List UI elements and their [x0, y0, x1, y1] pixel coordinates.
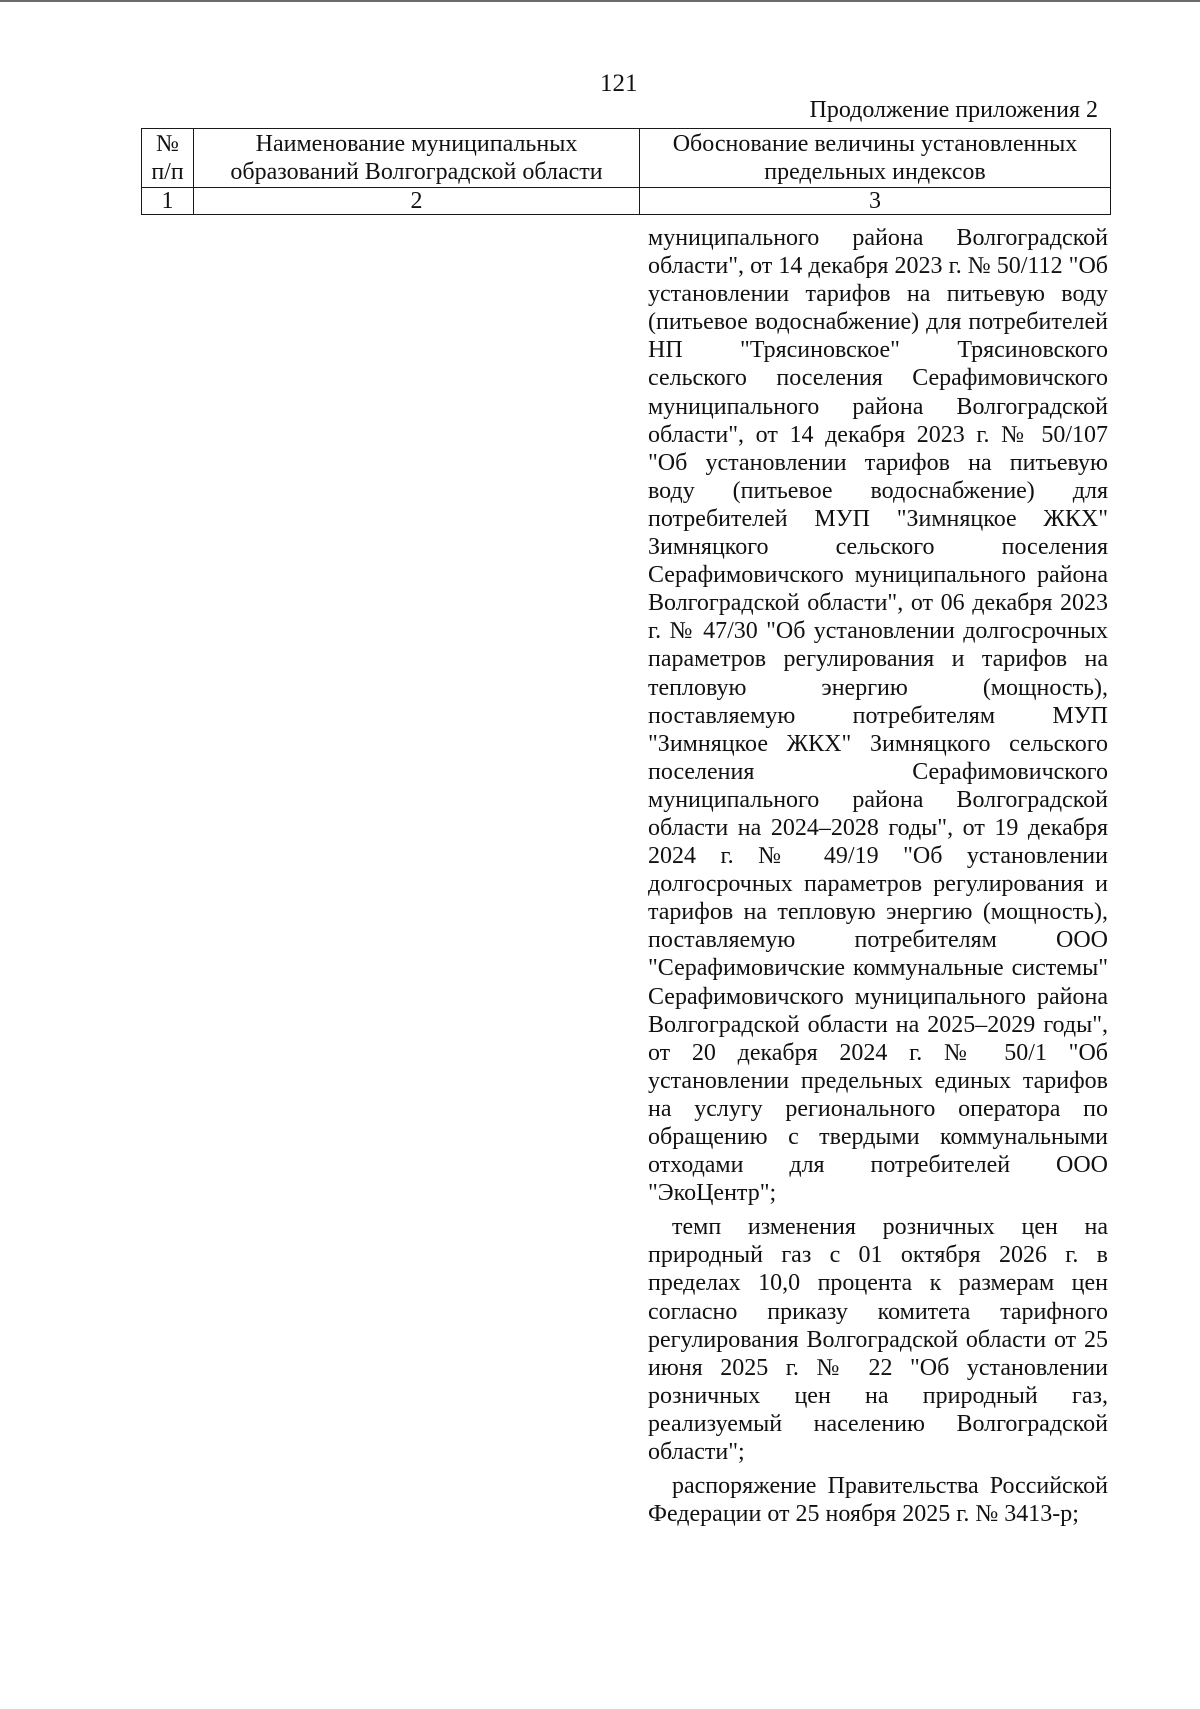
- justification-text-column: [648, 224, 1108, 1528]
- annex-continuation-note: Продолжение приложения 2: [809, 97, 1098, 123]
- column-number-2: 2: [194, 188, 640, 215]
- justification-paragraph-gas-prices: темп изменения розничных цен на природный газ с 01 октября 2026 г. в пределах 10,0 процента к размерам цен согласно приказу комитета тарифного регулирования Волгоградской области от 25 июня 2025 г. № 22 "Об установлении розничных цен на природный газ, реализуемый населению Волгоградской области";: [648, 1214, 1108, 1466]
- table-header-row: [142, 129, 1111, 188]
- header-cell-number: [142, 129, 194, 188]
- header-justification-label: Обоснование величины установленных предельных индексов: [672, 131, 1078, 185]
- justification-paragraph-government-order: распоряжение Правительства Российской Федерации от 25 ноября 2025 г. № 3413-р;: [648, 1473, 1108, 1528]
- page-top-border: [0, 0, 1200, 2]
- header-number-label: № п/п: [151, 131, 184, 185]
- table-column-number-row: [142, 188, 1111, 215]
- column-number-3: 3: [640, 188, 1111, 215]
- header-cell-municipality: [194, 129, 640, 188]
- page-number: 121: [600, 70, 638, 97]
- header-table: [141, 128, 1111, 215]
- justification-paragraph-orders: муниципального района Волгоградской области", от 14 декабря 2023 г. № 50/112 "Об установлении тарифов на питьевую воду (питьевое водоснабжение) для потребителей НП "Трясиновское" Трясиновского сельского поселения Серафимовичского муниципального района Волгоградской области", от 14 декабря 2023 г. № 50/107 "Об установлении тарифов на питьевую воду (питьевое водоснабжение) для потребителей МУП "Зимняцкое ЖКХ" Зимняцкого сельского поселения Серафимовичского муниципального района Волгоградской области", от 06 декабря 2023 г. № 47/30 "Об установлении долгосрочных параметров регулирования и тарифов на тепловую энергию (мощность), поставляемую потребителям МУП "Зимняцкое ЖКХ" Зимняцкого сельского поселения Серафимовичского муниципального района Волгоградской области на 2024–2028 годы", от 19 декабря 2024 г. № 49/19 "Об установлении долгосрочных параметров регулирования и тарифов на тепловую энергию (мощность), поставляемую потребителям ООО "Серафимовичские коммунальные системы" Серафимовичского муниципального района Волгоградской области на 2025–2029 годы", от 20 декабря 2024 г. № 50/1 "Об установлении предельных единых тарифов на услугу регионального оператора по обращению с твердыми коммунальными отходами для потребителей ООО "ЭкоЦентр";: [648, 225, 1108, 1207]
- column-number-1: 1: [142, 188, 194, 215]
- header-municipality-label: Наименование муниципальных образований Волгоградской области: [230, 131, 603, 185]
- header-cell-justification: [640, 129, 1111, 188]
